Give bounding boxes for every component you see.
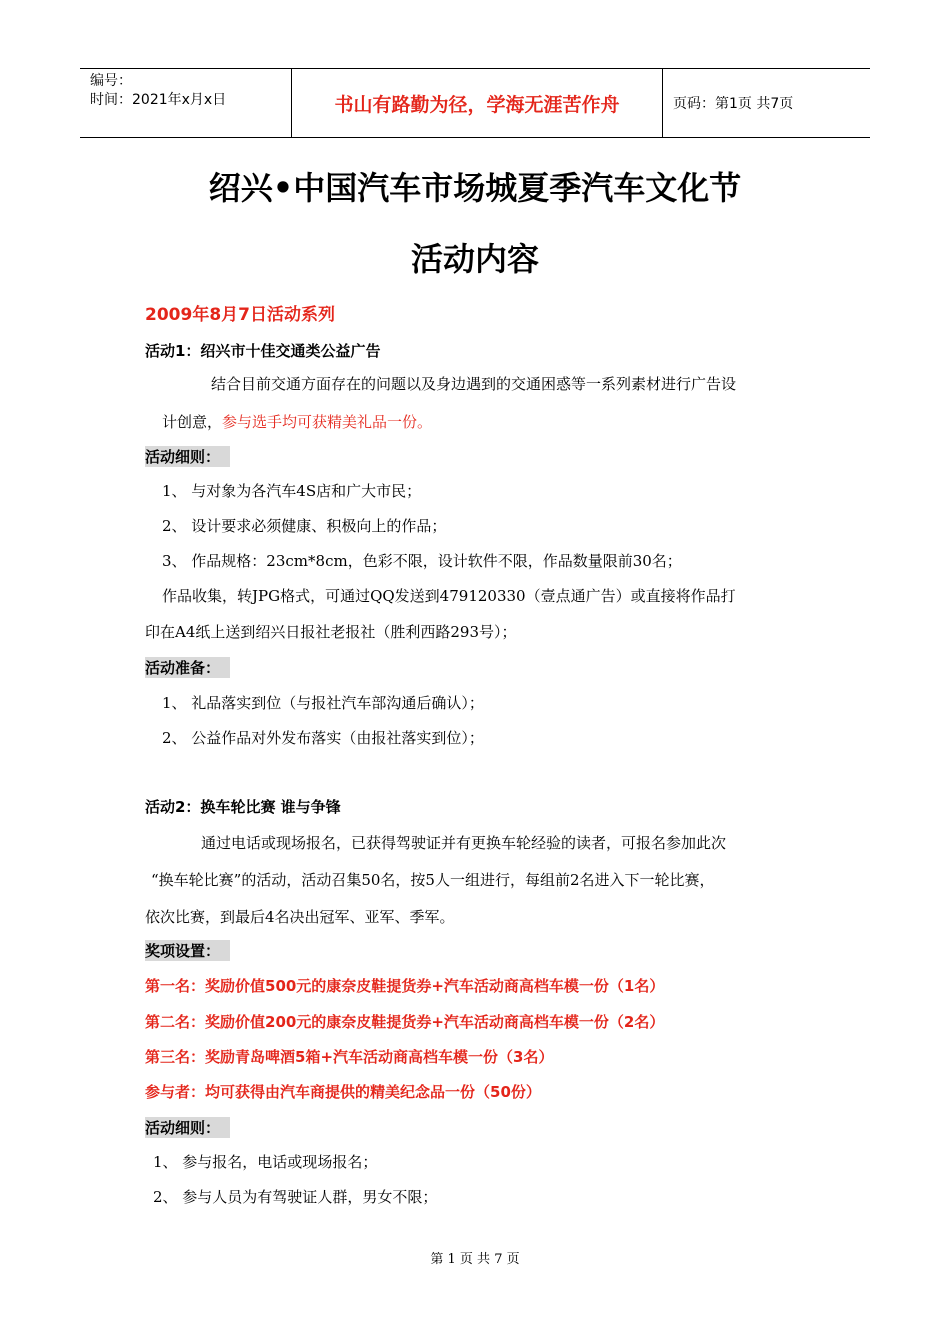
activity2-awards-label: 奖项设置： (145, 940, 230, 961)
award-item: 第三名：奖励青岛啤酒5箱+汽车活动商高档车模一份（3名） (145, 1048, 554, 1066)
activity1-prep-item: 1、 礼品落实到位（与报社汽车部沟通后确认）； (162, 694, 484, 712)
award-item: 参与者：均可获得由汽车商提供的精美纪念品一份（50份） (145, 1083, 541, 1101)
doc-date: 时间：2021年x月x日 (90, 92, 227, 108)
activity1-prize-note: 参与选手均可获精美礼品一份。 (222, 413, 433, 431)
activity2-details-label: 活动细则： (145, 1117, 230, 1138)
header-page-number: 页码：第1页 共7页 (673, 96, 794, 112)
activity1-collect-line1: 作品收集，转JPG格式，可通过QQ发送到479120330（壹点通广告）或直接将作品打 (162, 587, 736, 605)
page-footer: 第 1 页 共 7 页 (430, 1252, 520, 1267)
activity1-detail-item: 2、 设计要求必须健康、积极向上的作品； (162, 517, 447, 535)
activity1-para-text: 计创意， (162, 413, 223, 431)
doc-number-label: 编号： (90, 73, 132, 89)
activity1-detail-item: 1、 与对象为各汽车4S店和广大市民； (162, 482, 422, 500)
activity1-prep-label: 活动准备： (145, 657, 230, 678)
header-meta (80, 69, 291, 137)
activity1-title: 活动1：绍兴市十佳交通类公益广告 (145, 342, 381, 360)
doc-title: 绍兴•中国汽车市场城夏季汽车文化节 (208, 169, 742, 207)
activity1-para-line2 (162, 411, 432, 432)
activity2-para-line1: 通过电话或现场报名，已获得驾驶证并有更换车轮经验的读者，可报名参加此次 (201, 834, 727, 852)
activity1-prep-item: 2、 公益作品对外发布落实（由报社落实到位）； (162, 729, 484, 747)
activity1-para-line1: 结合目前交通方面存在的问题以及身边遇到的交通困惑等一系列素材进行广告设 (211, 375, 737, 393)
activity1-details-label: 活动细则： (145, 446, 230, 467)
activity2-detail-item: 1、 参与报名，电话或现场报名； (153, 1153, 378, 1171)
activity2-para-line2: “换车轮比赛”的活动，活动召集50名，按5人一组进行，每组前2名进入下一轮比赛， (151, 871, 715, 889)
activity1-detail-item: 3、 作品规格：23cm*8cm，色彩不限，设计软件不限，作品数量限前30名； (162, 552, 682, 570)
doc-subtitle: 活动内容 (410, 240, 539, 278)
activity1-collect-line2: 印在A4纸上送到绍兴日报社老报社（胜利西路293号）； (145, 623, 517, 641)
header-motto: 书山有路勤为径，学海无涯苦作舟 (291, 69, 663, 137)
activity2-title: 活动2：换车轮比赛 谁与争锋 (145, 798, 341, 816)
activity2-detail-item: 2、 参与人员为有驾驶证人群，男女不限； (153, 1188, 438, 1206)
award-item: 第一名：奖励价值500元的康奈皮鞋提货券+汽车活动商高档车模一份（1名） (145, 977, 665, 995)
activity2-para-line3: 依次比赛，到最后4名决出冠军、亚军、季军。 (145, 908, 455, 926)
page-header (80, 68, 870, 138)
section-heading: 2009年8月7日活动系列 (145, 305, 335, 325)
award-item: 第二名：奖励价值200元的康奈皮鞋提货券+汽车活动商高档车模一份（2名） (145, 1013, 665, 1031)
